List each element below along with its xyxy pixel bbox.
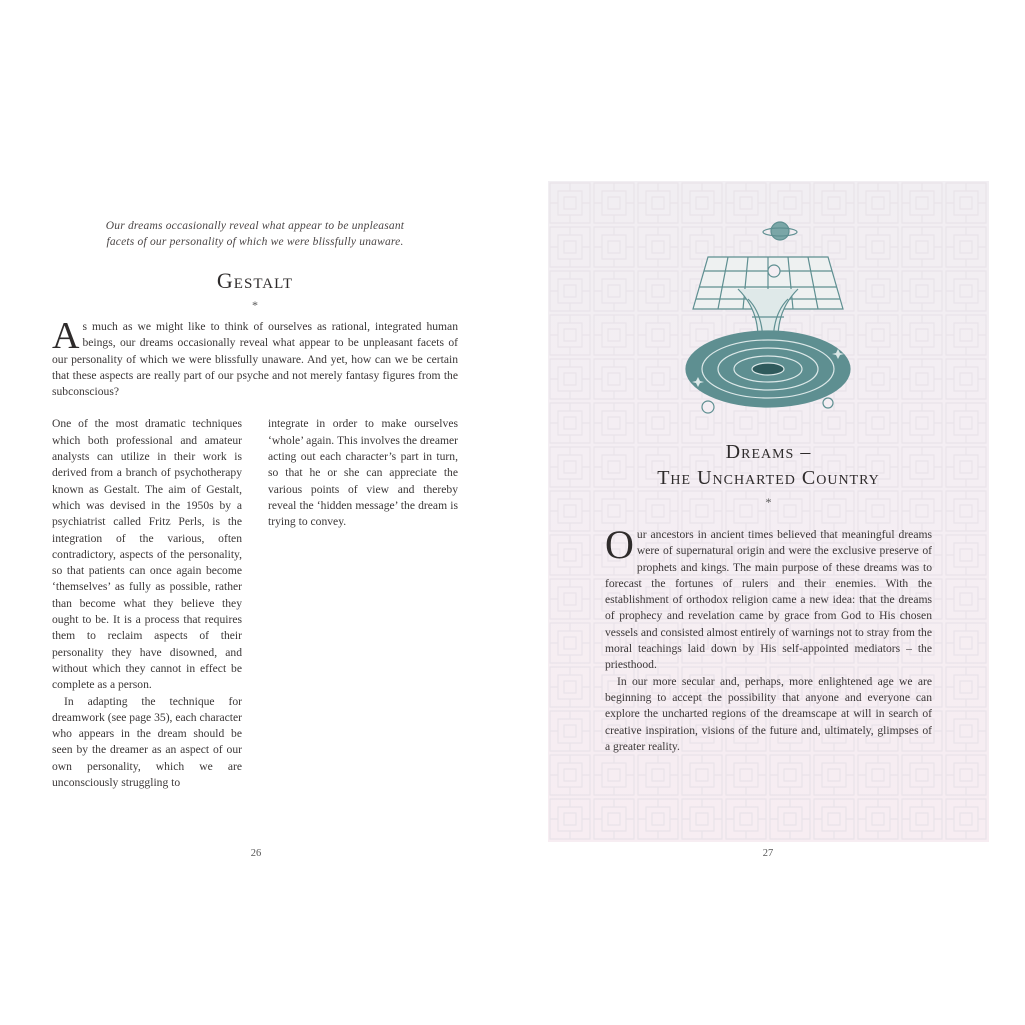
two-column-body [52,416,458,791]
dreams-heading-line-2: The Uncharted Country [657,467,880,489]
epigraph [52,218,458,250]
dreams-heading-line-1: Dreams – [725,441,812,463]
column-2 [268,416,458,791]
epigraph-line-1: Our dreams occasionally reveal what appear to be unpleasant [105,220,405,232]
drop-cap-right: O [605,522,634,567]
column-2-paragraph-1: integrate in order to make ourselves ‘whole’ again. This involves the dreamer acting out each character’s part in turn, so that he or she can appreciate the various points of view and thereby reveal the ‘hidden message’ the dream is trying to convey. [268,417,458,529]
right-body-text [605,522,932,755]
ornament-star: * [252,298,258,312]
dreams-heading [548,439,989,491]
right-lead-paragraph-text: ur ancestors in ancient times believed that meaningful dreams were of supernatural origin and were the exclusive preserve of prophets and kings. The main purpose of these dreams was to forecast the fortunes of rulers and their enemies. With the establishment of orthodox religion came a new idea: that the dreams of prophecy and revelation came by grace from God to His chosen vessels and consisted almost entirely of warnings not to stray from the moral teachings laid down by His self-appointed mediators – the priesthood. [605,528,932,672]
lead-paragraph-text: s much as we might like to think of ourselves as rational, integrated human beings, our dreams occasionally reveal what appear to be unpleasant facets of our personality of which we were blissfully unaware. And yet, how can we be certain that these aspects are really part of our psyche and not merely fantasy figures from the subconscious? [52,320,458,399]
gestalt-heading: Gestalt [216,268,294,293]
lead-paragraph [52,315,458,400]
left-page [52,218,458,868]
column-1 [52,416,242,791]
page-number-right: 27 [762,848,774,859]
right-lead-paragraph [605,522,932,674]
column-1-paragraph-1: One of the most dramatic techniques which both professional and amateur analysts can utilize in their work is derived from a branch of psychotherapy known as Gestalt. The aim of Gestalt, which was devised in the 1950s by a psychiatrist called Fritz Perls, is the integration of the various, often contradictory, aspects of the personality, so that patients can once again become ‘themselves’ as fully as possible, rather than become what they believe they ought to be. It is a process that requires them to reclaim aspects of their personality they have disowned, and without which they cannot in effect be complete as a person. [52,417,242,692]
right-page [548,181,989,842]
epigraph-line-2: facets of our personality of which we were blissfully unaware. [106,236,404,248]
right-paragraph-2: In our more secular and, perhaps, more enlightened age we are beginning to accept the possibility that anyone and everyone can explore the uncharted regions of the dreamscape at will in search of creative inspiration, visions of the future and, ultimately, glimpses of a greater reality. [605,674,932,753]
page-number-left: 26 [250,848,262,859]
wormhole-planets-illustration [678,199,860,429]
drop-cap: A [52,315,80,357]
ornament-star-right: * [765,495,772,509]
column-1-paragraph-2: In adapting the technique for dreamwork (see page 35), each character who appears in the dream should be seen by the dreamer as an aspect of our own personality, which we are unconsciously struggling to [52,694,242,790]
